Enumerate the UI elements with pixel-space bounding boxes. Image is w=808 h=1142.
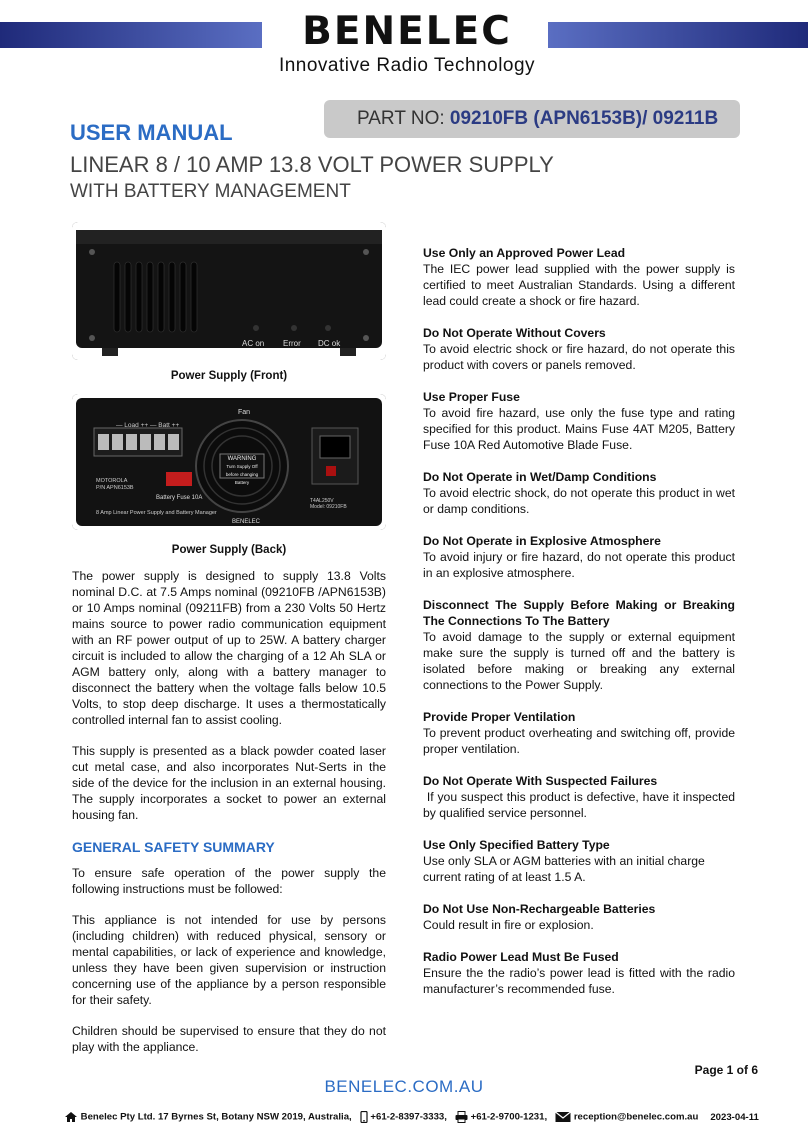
brand-tagline: Innovative Radio Technology — [278, 55, 536, 76]
footer-date: 2023-04-11 — [710, 1111, 759, 1123]
led-label-error: Error — [283, 339, 301, 348]
back-photo — [72, 394, 386, 530]
instruction-item — [423, 597, 735, 693]
instruction-text: If you suspect this product is defective, have it inspected by qualified service personnel. — [423, 790, 739, 820]
contact-line — [64, 1111, 764, 1123]
website-link[interactable]: BENELEC.COM.AU — [324, 1077, 484, 1096]
intro-paragraph-2: This supply is presented as a black powder coated laser cut metal case, and also incorporates Nut-Serts in the side of the device for the inclusion in an external housing. The supply incorporates a socket to power an external housing fan. — [72, 744, 386, 822]
fax-icon — [455, 1111, 468, 1123]
warning-text: Turn Supply Off before changing Battery — [225, 464, 259, 485]
back-caption: Power Supply (Back) — [171, 544, 287, 556]
instruction-text: Use only SLA or AGM batteries with an initial charge current rating of at least 1.5 A. — [423, 854, 705, 884]
instruction-title: Do Not Operate Without Covers — [423, 326, 606, 340]
instruction-item — [423, 837, 735, 885]
safety-paragraph-2: This appliance is not intended for use by persons (including children) with reduced physical, sensory or mental capabilities, or lack of experience and knowledge, unless they have been given supervision or instruction concerning use of the appliance by a person responsible for their safety. — [72, 913, 386, 1007]
envelope-icon — [555, 1111, 571, 1123]
warning-label — [222, 456, 262, 487]
email-text[interactable]: reception@benelec.com.au — [573, 1111, 699, 1123]
safety-heading: GENERAL SAFETY SUMMARY — [72, 839, 275, 855]
instruction-item — [423, 469, 735, 517]
instruction-text: To prevent product overheating and switching off, provide proper ventilation. — [423, 726, 735, 756]
brand-name: BENELEC — [302, 9, 512, 54]
phone-text[interactable]: +61-2-8397-3333, — [370, 1111, 447, 1123]
instruction-item — [423, 709, 735, 757]
instruction-item — [423, 901, 735, 933]
instruction-item — [423, 773, 739, 821]
instruction-title: Disconnect The Supply Before Making or Breaking The Connections To The Battery — [423, 598, 735, 628]
left-column — [72, 222, 386, 1070]
model-line-1: MOTOROLA — [96, 478, 128, 484]
warning-title: WARNING — [227, 456, 257, 462]
part-number-box — [324, 100, 740, 138]
front-caption: Power Supply (Front) — [170, 370, 288, 382]
instruction-title: Provide Proper Ventilation — [423, 710, 576, 724]
led-label-dc: DC ok — [318, 339, 341, 348]
instruction-item — [423, 949, 735, 997]
instruction-text: To avoid electric shock or fire hazard, do not operate this product with covers or panels removed. — [423, 342, 735, 372]
mains-label — [310, 498, 347, 510]
instruction-title: Use Only an Approved Power Lead — [423, 246, 626, 260]
instruction-text: To avoid damage to the supply or external equipment make sure the supply is turned off and the battery is isolated before making or breaking any external connections to the Power Supply. — [423, 630, 735, 692]
product-subtitle: WITH BATTERY MANAGEMENT — [70, 181, 351, 202]
header-band-right — [548, 22, 808, 48]
back-bottom-text: 8 Amp Linear Power Supply and Battery Manager — [96, 510, 217, 516]
brand-logo — [266, 10, 548, 78]
instruction-title: Do Not Operate in Wet/Damp Conditions — [423, 470, 657, 484]
address — [64, 1111, 352, 1123]
right-column — [423, 245, 739, 1013]
model-label — [96, 478, 134, 492]
header-band-left — [0, 22, 262, 48]
product-title: LINEAR 8 / 10 AMP 13.8 VOLT POWER SUPPLY — [70, 152, 554, 177]
instruction-title: Do Not Operate in Explosive Atmosphere — [423, 534, 661, 548]
mains-fuse-rating: T4AL250V — [310, 498, 334, 504]
instruction-text: Could result in fire or explosion. — [423, 918, 594, 932]
phone — [360, 1111, 447, 1123]
fan-label: Fan — [238, 409, 251, 416]
instruction-text: To avoid electric shock, do not operate this product in wet or damp conditions. — [423, 486, 735, 516]
intro-paragraph-1: The power supply is designed to supply 13.8 Volts nominal D.C. at 7.5 Amps nominal (09210FB /APN6153B) or 10 Amps nominal (09211FB) from a 230 Volts 50 Hertz mains source to power radio communication equipment with an RF power output of up to 25W. A battery charger circuit is included to allow the charging of a 12 Ah SLA or AGM battery only, along with a battery manager to disconnect the battery when the voltage falls below 10.5 Volts, to stop deep discharge. It uses a thermostatically controlled internal fan to assist cooling. — [72, 569, 386, 727]
instruction-title: Do Not Operate With Suspected Failures — [423, 774, 658, 788]
fax-text: +61-2-9700-1231, — [470, 1111, 548, 1123]
manual-title: USER MANUAL — [70, 120, 233, 145]
address-text: Benelec Pty Ltd. 17 Byrnes St, Botany NSW 2019, Australia, — [80, 1111, 352, 1123]
part-number-value: 09210FB (APN6153B)/ 09211B — [449, 108, 719, 129]
instruction-text: Ensure the the radio’s power lead is fitted with the radio manufacturer’s recommended fuse. — [423, 966, 735, 996]
instruction-title: Use Only Specified Battery Type — [423, 838, 610, 852]
instruction-title: Use Proper Fuse — [423, 390, 520, 404]
back-brand: BENELEC — [232, 519, 261, 525]
part-number-label: PART NO: — [357, 108, 450, 129]
instruction-text: To avoid fire hazard, use only the fuse type and rating specified for this product. Mains Fuse 4AT M205, Battery Fuse 10A Red Automotive Blade Fuse. — [423, 406, 735, 452]
instruction-item — [423, 533, 735, 581]
safety-paragraph-1: To ensure safe operation of the power supply the following instructions must be followed: — [72, 866, 386, 896]
instruction-item — [423, 245, 735, 309]
instruction-text: The IEC power lead supplied with the power supply is certified to meet Australian Standards. Using a different lead could create a shock or fire hazard. — [423, 262, 735, 308]
led-label-ac: AC on — [242, 339, 265, 348]
instruction-title: Radio Power Lead Must Be Fused — [423, 950, 619, 964]
model-line-2: P/N APN6153B — [96, 485, 134, 491]
email — [555, 1111, 698, 1123]
instruction-item — [423, 325, 735, 373]
home-icon — [64, 1111, 78, 1123]
terminal-label: — Load ++ — Batt ++ — [116, 422, 180, 429]
model-number: Model: 09210FB — [310, 504, 347, 510]
safety-paragraph-3: Children should be supervised to ensure that they do not play with the appliance. — [72, 1024, 386, 1054]
instruction-text: To avoid injury or fire hazard, do not operate this product in an explosive atmosphere. — [423, 550, 735, 580]
battery-fuse-label: Battery Fuse 10A — [156, 495, 203, 501]
phone-icon — [360, 1111, 368, 1123]
fax — [455, 1111, 547, 1123]
page-number: Page 1 of 6 — [694, 1063, 758, 1077]
front-photo — [72, 222, 386, 360]
instruction-title: Do Not Use Non-Rechargeable Batteries — [423, 902, 656, 916]
instruction-item — [423, 389, 735, 453]
